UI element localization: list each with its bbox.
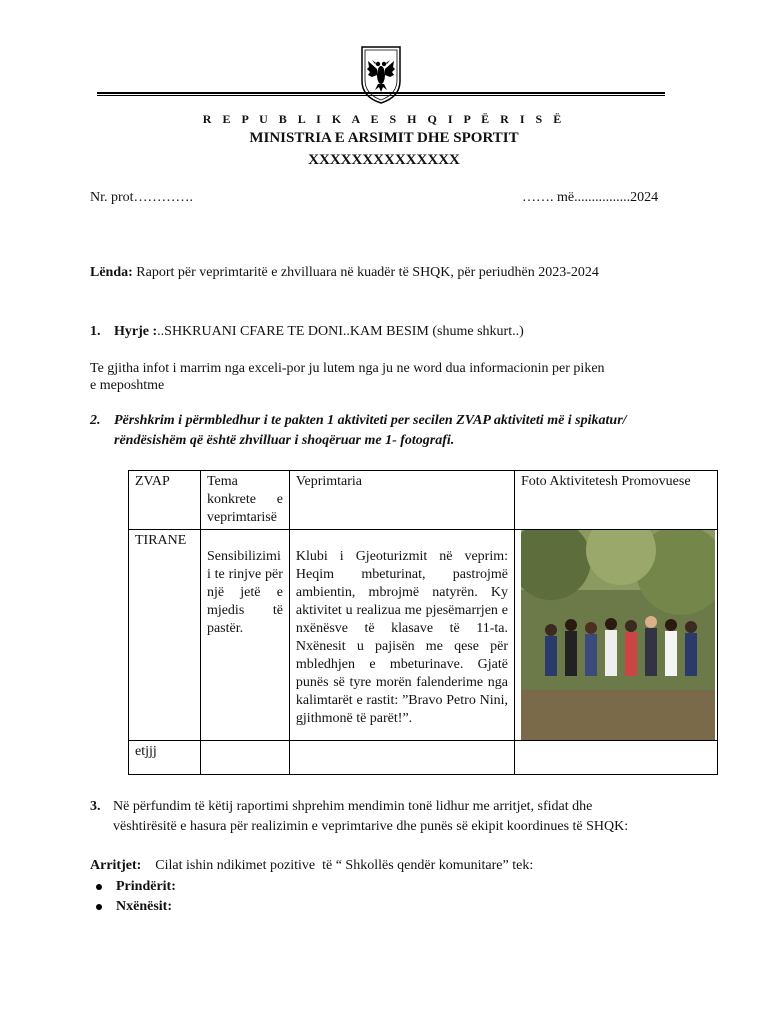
table-header-row (129, 471, 718, 530)
cell-photo (514, 530, 717, 741)
group-activity-photo (521, 530, 715, 740)
cell-zvap-etc: etjjj (129, 741, 201, 775)
header-rule (97, 92, 665, 94)
section-2-line-1: Përshkrim i përmbledhur i te pakten 1 aktiviteti per secilen ZVAP aktiviteti më i spikatur/ (114, 413, 627, 428)
subject-text: Raport për veprimtaritë e zhvilluara në kuadër të SHQK, për periudhën 2023-2024 (132, 265, 599, 280)
header-rule-thin (97, 95, 665, 96)
cell-veprimtaria: Klubi i Gjeoturizmit në veprim: Heqim mbeturinat, pastrojmë ambientin, mbrojmë natyrën. Ky aktivitet u realizua me pjesëmarrjen e nxënësve të klasave të 11-ta. Nxënesit u pajisën me qese për mbledhjen e mbeturinave. Gjatë punës së tyre morën falenderime nga kalimtarët e rastit: ”Bravo Petro Nini, gjithmonë të parët!”. (289, 530, 514, 741)
section-2-line-2: rëndësishëm që është zhvilluar i shoqëruar me 1- fotografi. (114, 433, 455, 448)
ministry-heading: MINISTRIA E ARSIMIT DHE SPORTIT (249, 130, 519, 146)
note-line-1: Te gjitha infot i marrim nga exceli-por ju lutem nga ju ne word dua informacionin per piken (90, 361, 605, 376)
cell-empty (289, 741, 514, 775)
section-1-number: 1. (90, 324, 101, 339)
republic-heading: R E P U B L I K A E S H Q I P Ë R I S Ë (202, 112, 566, 126)
subject-line (90, 265, 599, 281)
section-1-text: ..SHKRUANI CFARE TE DONI..KAM BESIM (shume shkurt..) (157, 324, 524, 339)
section-1 (90, 324, 524, 340)
cell-tema: Sensibilizimi i te rinjve për një jetë e mjedis të pastër. (200, 530, 289, 741)
header-veprimtaria: Veprimtaria (289, 471, 514, 530)
document-date: ……. më................2024 (522, 190, 659, 205)
achievements-line (90, 858, 533, 874)
cell-empty (514, 741, 717, 775)
albania-emblem (359, 45, 403, 105)
bullet-parents: Prindërit: (116, 879, 176, 894)
table-row (129, 530, 718, 741)
table-row (129, 741, 718, 775)
bullet-icon (96, 904, 102, 910)
cell-zvap: TIRANE (129, 530, 201, 741)
header-foto: Foto Aktivitetesh Promovuese (514, 471, 717, 530)
list-item (96, 899, 172, 915)
header-zvap: ZVAP (129, 471, 201, 530)
bullet-students: Nxënësit: (116, 899, 172, 914)
activity-table (128, 470, 718, 775)
achievements-text: Cilat ishin ndikimet pozitive të “ Shkollës qendër komunitare” tek: (141, 858, 534, 873)
section-3-line-2: vështirësitë e hasura për realizimin e veprimtarive dhe punës së ekipit koordinues të SHQK: (113, 819, 629, 834)
header-tema: Tema konkrete e veprimtarisë (200, 471, 289, 530)
section-2-number: 2. (90, 413, 101, 428)
section-3-number: 3. (90, 799, 101, 814)
subject-label: Lënda: (90, 265, 133, 280)
section-1-title: Hyrje : (114, 324, 158, 339)
section-3-line-1: Në përfundim të këtij raportimi shprehim mendimin tonë lidhur me arritjet, sfidat dhe (113, 799, 593, 814)
achievements-label: Arritjet: (90, 858, 142, 873)
cell-empty (200, 741, 289, 775)
note-line-2: e meposhtme (90, 378, 165, 393)
protocol-number: Nr. prot…………. (90, 190, 194, 205)
list-item (96, 879, 176, 895)
bullet-icon (96, 884, 102, 890)
institution-placeholder: XXXXXXXXXXXXXX (308, 152, 460, 168)
note-paragraph (90, 360, 690, 394)
